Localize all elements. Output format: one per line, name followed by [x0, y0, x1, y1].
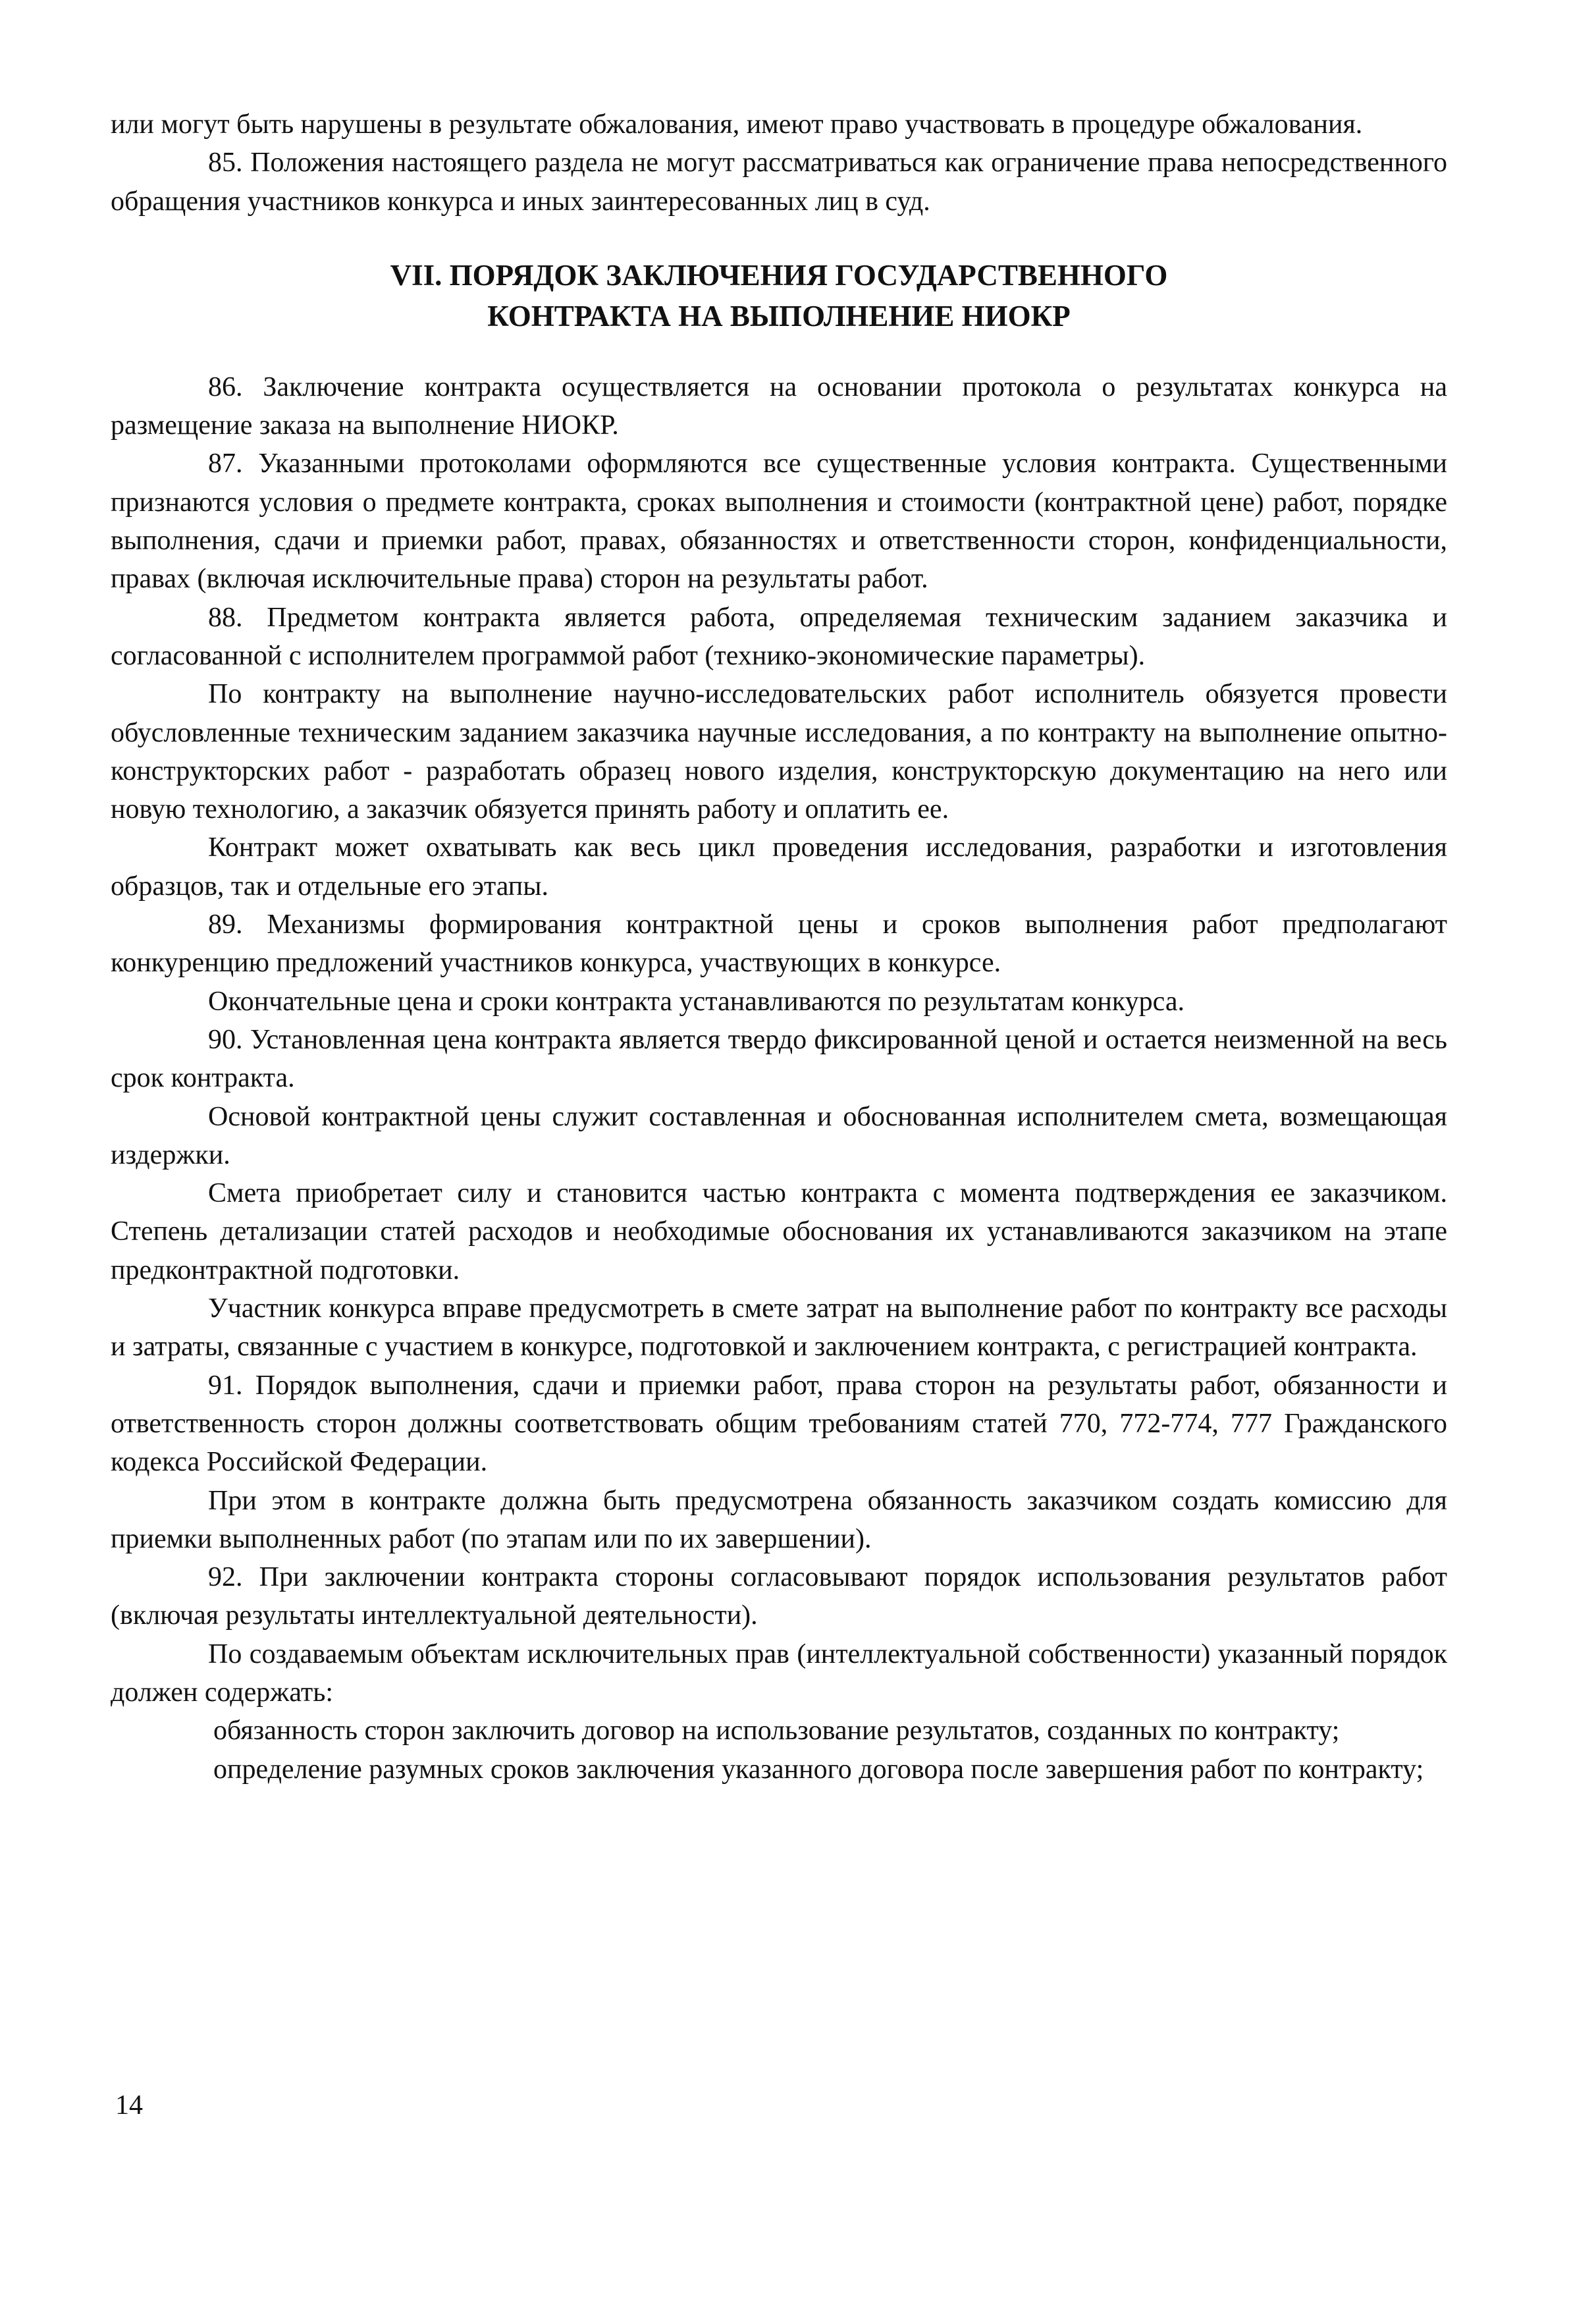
paragraph-90: 90. Установленная цена контракта является твердо фиксированной ценой и остается неизменной на весь срок контракта. — [111, 1024, 1447, 1094]
paragraph-86: 86. Заключение контракта осуществляется на основании протокола о результатах конкурса на размещение заказа на выполнение НИОКР. — [111, 371, 1447, 441]
page-text — [111, 105, 1447, 1789]
paragraph-92: 92. При заключении контракта стороны согласовывают порядок использования результатов работ (включая результаты интеллектуальной деятельности). — [111, 1562, 1447, 1631]
paragraph-estimate-basis: Основой контрактной цены служит составленная и обоснованная исполнителем смета, возмещающая издержки. — [111, 1101, 1447, 1170]
paragraph-estimate-force: Смета приобретает силу и становится частью контракта с момента подтверждения ее заказчиком. Степень детализации статей расходов и необходимые обоснования их устанавливаются заказчиком на этапе предконтрактной подготовки. — [111, 1178, 1447, 1285]
paragraph-88: 88. Предметом контракта является работа, определяемая техническим заданием заказчика и согласованной с исполнителем программой работ (технико-экономические параметры). — [111, 602, 1447, 671]
paragraph-87: 87. Указанными протоколами оформляются все существенные условия контракта. Существенными признаются условия о предмете контракта, сроках выполнения и стоимости (контрактной цене) работ, порядке выполнения, сдачи и приемки работ, правах, обязанностях и ответственности сторон, конфиденциальности, правах (включая исключительные права) сторон на результаты работ. — [111, 448, 1447, 595]
list-item-terms: определение разумных сроков заключения указанного договора после завершения работ по контракту; — [213, 1754, 1424, 1785]
page-number: 14 — [115, 2090, 143, 2121]
paragraph-final-price: Окончательные цена и сроки контракта устанавливаются по результатам конкурса. — [208, 986, 1184, 1017]
paragraph-85: 85. Положения настоящего раздела не могут рассматриваться как ограничение права непосредственного обращения участников конкурса и иных заинтересованных лиц в суд. — [111, 148, 1447, 217]
paragraph-91: 91. Порядок выполнения, сдачи и приемки работ, права сторон на результаты работ, обязанности и ответственность сторон должны соответствовать общим требованиям статей 770, 772-774, 777 Гражданского кодекса Российской Федерации. — [111, 1370, 1447, 1478]
list-item-obligation: обязанность сторон заключить договор на использование результатов, созданных по контракту; — [213, 1716, 1340, 1746]
paragraph-acceptance-commission: При этом в контракте должна быть предусмотрена обязанность заказчиком создать комиссию для приемки выполненных работ (по этапам или по их завершении). — [111, 1485, 1447, 1554]
section-heading-line-1: VII. ПОРЯДОК ЗАКЛЮЧЕНИЯ ГОСУДАРСТВЕННОГО — [390, 258, 1168, 292]
section-heading — [111, 255, 1447, 337]
paragraph-89: 89. Механизмы формирования контрактной цены и сроков выполнения работ предполагают конкуренцию предложений участников конкурса, участвующих в конкурсе. — [111, 909, 1447, 979]
paragraph-participant-costs: Участник конкурса вправе предусмотреть в смете затрат на выполнение работ по контракту все расходы и затраты, связанные с участием в конкурсе, подготовкой и заключением контракта, с регистрацией контракта. — [111, 1293, 1447, 1363]
paragraph-contract-research: По контракту на выполнение научно-исследовательских работ исполнитель обязуется провести обусловленные техническим заданием заказчика научные исследования, а по контракту на выполнение опытно-конструкторских работ - разработать образец нового изделия, конструкторскую документацию на него или новую технологию, а заказчик обязуется принять работу и оплатить ее. — [111, 679, 1447, 825]
paragraph-contract-scope: Контракт может охватывать как весь цикл проведения исследования, разработки и изготовления образцов, так и отдельные его этапы. — [111, 832, 1447, 902]
section-heading-line-2: КОНТРАКТА НА ВЫПОЛНЕНИЕ НИОКР — [487, 299, 1071, 333]
paragraph-exclusive-rights: По создаваемым объектам исключительных прав (интеллектуальной собственности) указанный порядок должен содержать: — [111, 1638, 1447, 1708]
paragraph-continuation: или могут быть нарушены в результате обжалования, имеют право участвовать в процедуре обжалования. — [111, 109, 1363, 140]
